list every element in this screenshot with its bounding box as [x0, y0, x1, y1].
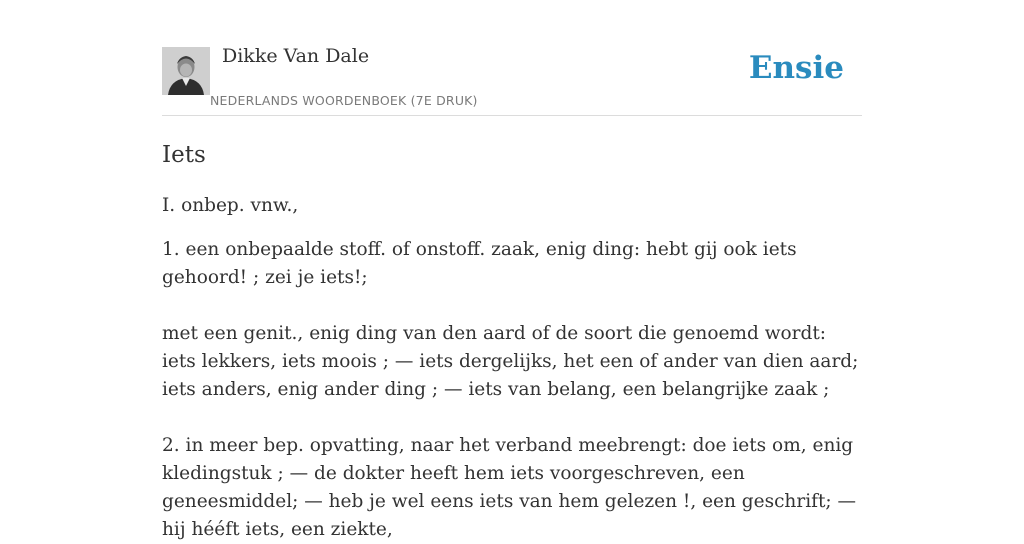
header: [162, 0, 862, 116]
part-of-speech: I. onbep. vnw.,: [162, 195, 299, 216]
author-name[interactable]: Dikke Van Dale: [222, 45, 370, 67]
ensie-logo[interactable]: Ensie: [748, 50, 844, 86]
portrait-icon: [162, 47, 210, 95]
page: [162, 0, 862, 540]
entry-definition: 1. een onbepaalde stoff. of onstoff. zaak, enig ding: hebt gij ook iets gehoord! ; zei je iets!; met een genit., enig ding van den aard of de soort die genoemd wordt: iets lekkers, iets moois ; — iets dergelijks, het een of ander van dien aard; iets anders, enig ander ding ; — iets van belang, een belangrijke zaak ; 2. in meer bep. opvatting, naar het verband meebrengt: doe iets om, enig kledingstuk ; — de dokter heeft hem iets voorgeschreven, een geneesmiddel; — heb je wel eens iets van hem gelezen !, een geschrift; — hij hééft iets, een ziekte,: [162, 239, 859, 540]
entry-title: Iets: [162, 142, 206, 168]
entry-content: [162, 140, 862, 544]
author-avatar[interactable]: [162, 47, 210, 95]
source-name[interactable]: NEDERLANDS WOORDENBOEK (7E DRUK): [210, 93, 478, 108]
